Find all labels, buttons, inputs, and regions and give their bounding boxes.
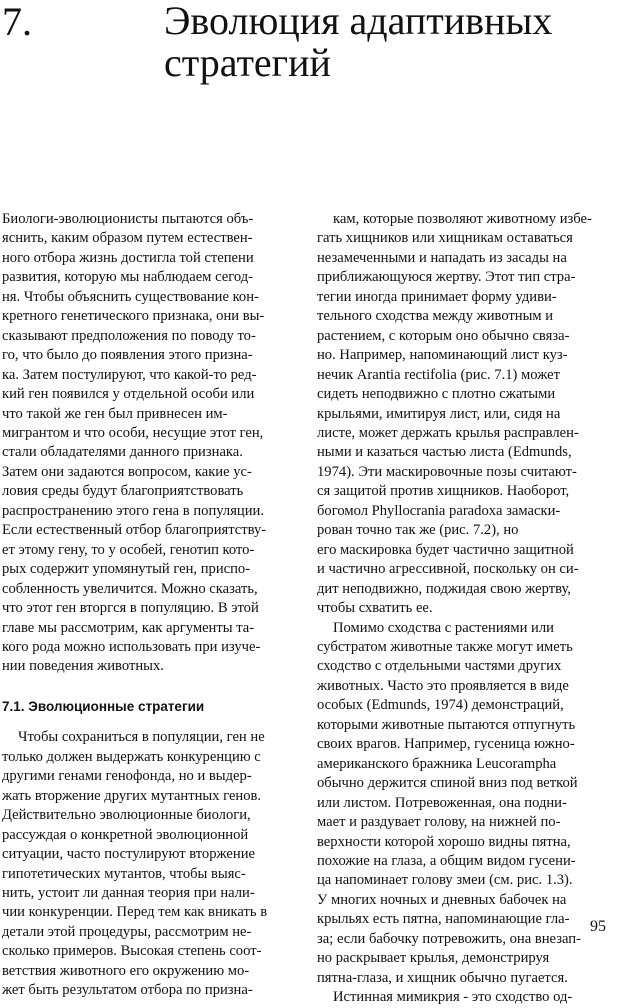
- text-line: и частично агрессивной, поскольку он си-: [317, 561, 579, 578]
- text-line: тегии иногда принимает форму удиви-: [317, 288, 557, 305]
- chapter-number: 7.: [2, 0, 32, 44]
- text-line: Биологи-эволюционисты пытаются объ-: [2, 211, 254, 227]
- text-line: ными и казаться частью листа (Edmunds,: [317, 444, 572, 461]
- chapter-title-line: Эволюция адаптивных: [164, 0, 553, 43]
- text-line: чии конкуренции. Перед тем как вникать в: [2, 904, 268, 921]
- text-line: яснить, каким образом путем естествен-: [2, 230, 253, 247]
- text-line: нии поведения животных.: [2, 658, 164, 675]
- text-line: которыми животные пытаются отпугнуть: [317, 716, 576, 733]
- text-line: Чтобы сохраниться в популяции, ген не: [18, 729, 265, 746]
- text-line: верхности которой хорошо видны пятна,: [317, 833, 571, 850]
- text-line: или листом. Потревоженная, она подни-: [317, 794, 567, 811]
- text-line: листе, может держать крылья расправлен-: [317, 424, 579, 441]
- text-line: ет этому гену, то у особей, генотип кото-: [2, 541, 255, 558]
- text-line: ня. Чтобы объяснить существование кон-: [2, 288, 259, 305]
- text-line: сидеть неподвижно с плотно сжатыми: [317, 386, 556, 403]
- text-line: гать хищников или хищникам оставаться: [317, 230, 573, 247]
- body-paragraph: [317, 619, 620, 989]
- text-line: ся защитой против хищников. Наоборот,: [317, 483, 570, 500]
- left-column: [2, 210, 302, 1001]
- section-heading: 7.1. Эволюционные стратегии: [2, 698, 205, 714]
- text-line: нечик Arantia rectifolia (рис. 7.1) может: [317, 366, 560, 383]
- text-line: его маскировка будет частично защитной: [317, 541, 574, 558]
- text-line: ветствия животного его окружению мо-: [2, 962, 250, 979]
- text-line: главе мы рассмотрим, как аргументы та-: [2, 619, 255, 636]
- body-paragraph: [2, 728, 302, 1000]
- text-line: кий ген появился у отдельной особи или: [2, 386, 255, 403]
- right-column: [317, 210, 620, 1008]
- text-line: ца напоминает голову змеи (см. рис. 1.3).: [317, 872, 573, 889]
- text-line: мигрантом и что особи, несущие этот ген,: [2, 424, 264, 441]
- text-line: го, что было до появления этого призна-: [2, 347, 253, 364]
- text-line: Действительно эволюционные биологи,: [2, 807, 251, 824]
- text-line: дит неподвижно, поджидая свою жертву,: [317, 580, 571, 597]
- body-paragraph: [317, 988, 620, 1007]
- text-line: особых (Edmunds, 1974) демонстраций,: [317, 697, 564, 714]
- text-line: развития, которую мы наблюдаем сегод-: [2, 269, 253, 286]
- text-line: жет быть результатом отбора по призна-: [2, 982, 253, 999]
- text-line: пятна-глаза, и хищник обычно пугается.: [317, 969, 568, 986]
- text-line: приближающуюся жертву. Этот тип стра-: [317, 269, 576, 286]
- text-line: гипотетических мутантов, чтобы выяс-: [2, 865, 246, 882]
- text-line: Затем они задаются вопросом, какие ус-: [2, 463, 252, 480]
- text-line: но. Например, напоминающий лист куз-: [317, 347, 568, 364]
- intro-paragraph: [2, 210, 302, 677]
- text-line: сказывают предположения по поводу то-: [2, 327, 256, 344]
- text-line: рых содержит упомянутый ген, приспо-: [2, 561, 251, 578]
- text-line: ситуации, часто постулируют вторжение: [2, 846, 255, 863]
- text-line: кого рода можно использовать при изуче-: [2, 638, 261, 655]
- text-line: собленность увеличится. Можно сказать,: [2, 580, 258, 597]
- text-line: чтобы схватить ее.: [317, 600, 433, 617]
- text-line: ного отбора жизнь достигла той степени: [2, 249, 254, 266]
- text-line: сходство с отдельными частями других: [317, 658, 562, 675]
- text-line: детали этой процедуры, рассмотрим не-: [2, 923, 252, 940]
- text-line: ловия среды будут благоприятствовать: [2, 483, 244, 500]
- text-line: за; если бабочку потревожить, она внезап-: [317, 930, 581, 947]
- text-line: жать вторжение других мутантных генов.: [2, 787, 262, 804]
- text-line: животных. Часто это проявляется в виде: [317, 677, 569, 694]
- text-line: крыльями, имитируя лист, или, сидя на: [317, 405, 561, 422]
- text-line: своих врагов. Например, гусеница южно-: [317, 736, 575, 753]
- text-line: что такой же ген был привнесен им-: [2, 405, 228, 422]
- text-line: американского бражника Leucorampha: [317, 755, 557, 772]
- text-line: 1974). Эти маскировочные позы считают-: [317, 463, 577, 480]
- text-line: что этот ген вторгся в популяцию. В этой: [2, 600, 259, 617]
- text-line: кам, которые позволяют животному избе-: [333, 211, 592, 227]
- page-number: 95: [590, 918, 606, 935]
- text-line: богомол Phyllocrania paradoxa замаски-: [317, 502, 561, 519]
- text-line: обычно держится спиной вниз под веткой: [317, 775, 578, 792]
- chapter-title-line: стратегий: [164, 40, 331, 85]
- text-line: Помимо сходства с растениями или: [333, 619, 554, 636]
- text-line: рован точно так же (рис. 7.2), но: [317, 522, 519, 539]
- text-line: похожие на глаза, а общим видом гусени-: [317, 852, 576, 869]
- text-line: Если естественный отбор благоприятству-: [2, 522, 267, 539]
- text-line: кретного генетического признака, они вы-: [2, 308, 265, 325]
- text-line: Истинная мимикрия - это сходство од-: [333, 989, 573, 1006]
- text-line: сколько примеров. Высокая степень соот-: [2, 943, 262, 960]
- text-line: рассуждая о конкретной эволюционной: [2, 826, 249, 843]
- text-line: ка. Затем постулируют, что какой-то ред-: [2, 366, 257, 383]
- text-line: стали обладателями данного признака.: [2, 444, 243, 461]
- body-paragraph: [317, 210, 620, 619]
- text-line: субстратом животные также могут иметь: [317, 638, 573, 655]
- text-line: крыльях есть пятна, напоминающие гла-: [317, 911, 570, 928]
- text-line: другими генами генофонда, но и выдер-: [2, 768, 252, 785]
- text-line: но раскрывает крылья, демонстрируя: [317, 950, 550, 967]
- text-line: У многих ночных и дневных бабочек на: [317, 891, 567, 908]
- text-line: мает и раздувает голову, на нижней по-: [317, 814, 561, 831]
- text-line: растением, с которым оно обычно связа-: [317, 327, 570, 344]
- chapter-title: [164, 0, 552, 84]
- text-line: тельного сходства между животным и: [317, 308, 554, 325]
- text-line: нить, устоит ли данная теория при нали-: [2, 884, 255, 901]
- text-line: незамеченными и нападать из засады на: [317, 249, 567, 266]
- text-line: распространению этого гена в популяции.: [2, 502, 264, 519]
- text-line: только должен выдержать конкуренцию с: [2, 748, 261, 765]
